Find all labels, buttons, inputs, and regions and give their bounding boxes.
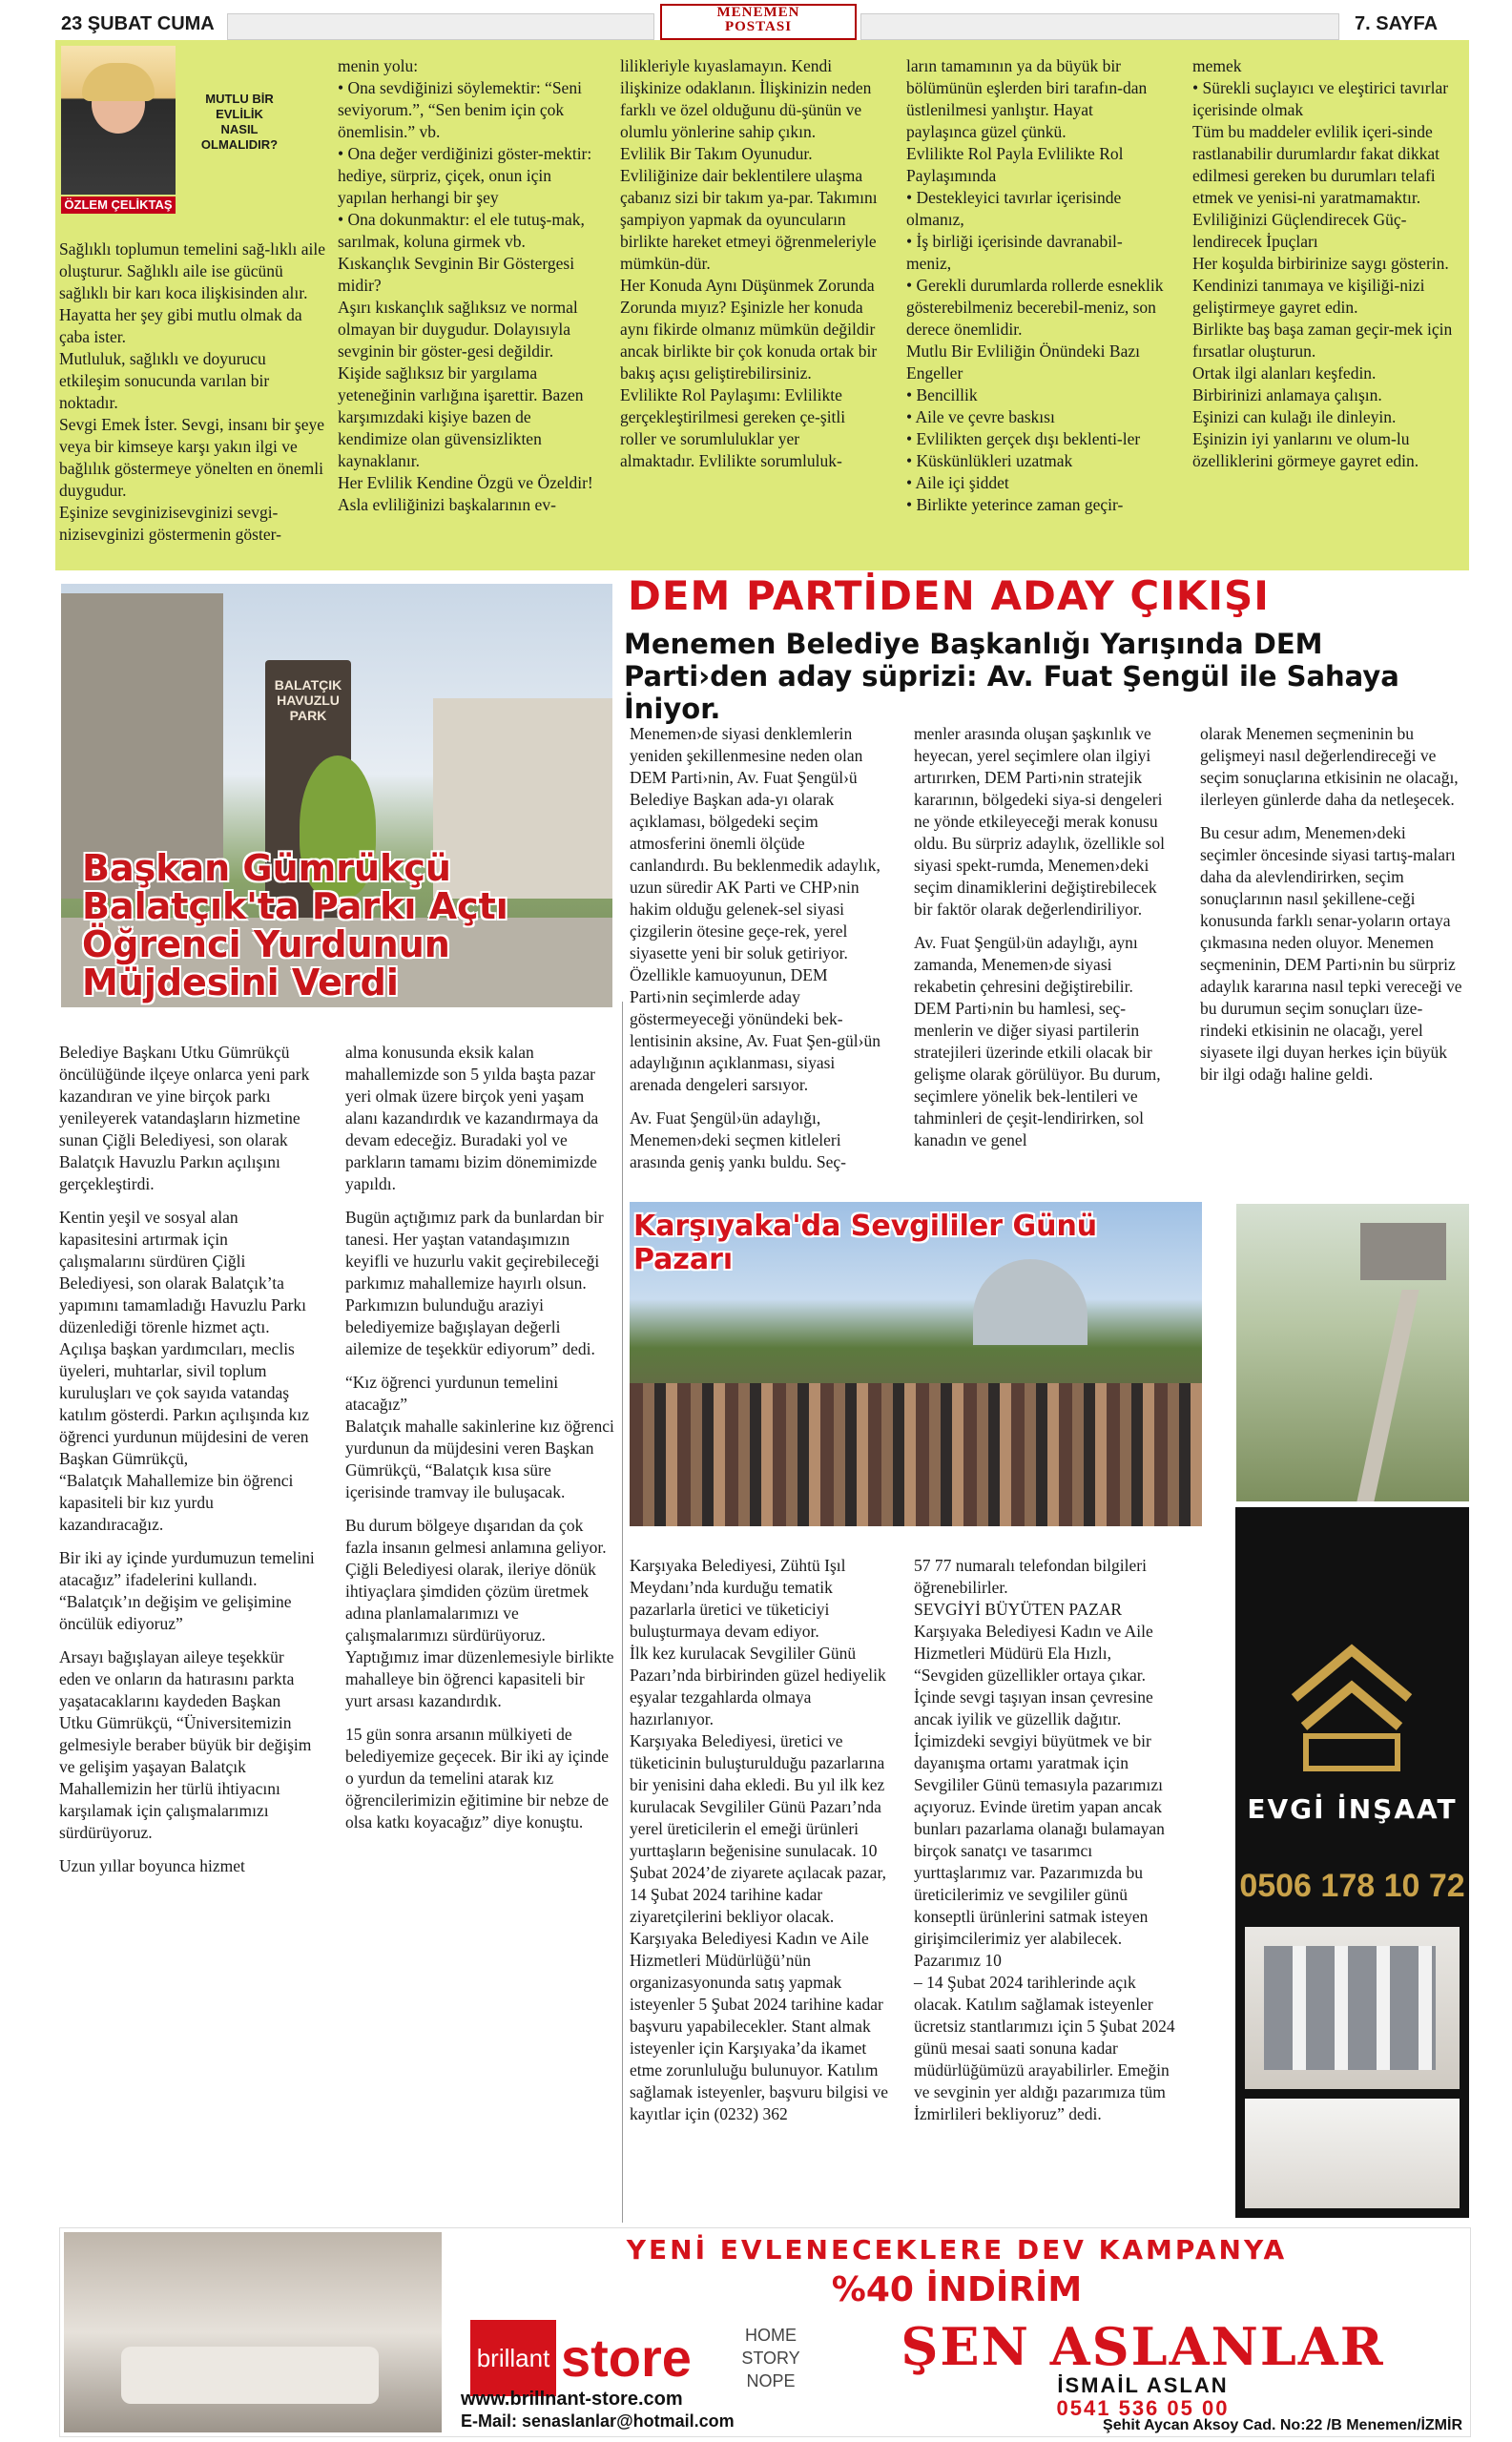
paragraph: Ortak ilgi alanları keşfedin. [1192,363,1377,383]
living-room-photo [64,2232,442,2432]
paragraph: Eşinizi can kulağı ile dinleyin. [1192,407,1397,426]
paragraph: menler arasında oluşan şaşkınlık ve heyecan, yerel seçimlere olan ilgiyi artırırken, DEM Parti›nin stratejik kararının, bölgedeki siya-si dengeleri ne yönde etkileyeceği merak konusu oldu. Bu sürpriz adaylık, özellikle sol siyasi spekt-rumda, Menemen›deki seçim dinamiklerini değiştirebilecek bir faktör olarak değerlendiriliyor. [914,724,1165,919]
paragraph: • Küskünlükleri uzatmak [906,451,1073,470]
paragraph: • Sürekli suçlayıcı ve eleştirici tavırlar içerisinde olmak [1192,78,1449,119]
park-sign-text: BALATÇIK HAVUZLU PARK [274,677,342,723]
karsiyaka-text-1 [630,1555,893,2125]
paragraph: 15 gün sonra arsanın mülkiyeti de belediyemize geçecek. Bir iki ay içinde o yurdun da temelini atarak kız öğrencilerimizin eğitimine bir nebze de olsa katkı koyacağız” diye konuştu. [345,1725,610,1832]
paragraph: Kıskançlık Sevginin Bir Göstergesi midir? [338,254,575,295]
paragraph: Mutluluk, sağlıklı ve doyurucu etkileşim sonucunda varılan bir noktadır. [59,349,270,412]
paragraph: • Ona sevdiğinizi söylemektir: “Seni seviyorum.”, “Sen benim için çok önemlisin.” vb. [338,78,582,141]
paragraph: Av. Fuat Şengül›ün adaylığı, Menemen›deki seçmen kitleleri arasında geniş yankı buldu. Seç- [630,1108,846,1171]
paragraph: İlk kez kurulacak Sevgililer Günü Pazarı’nda birbirinden güzel hediyelik eşyalar tezgahlarda olmaya hazırlanıyor. [630,1644,886,1728]
page-number: 7. SAYFA [1355,13,1439,34]
tagline-word: STORY [741,2349,800,2368]
paragraph: Sevgi Emek İster. Sevgi, insanı bir şeye veya bir kimseye karşı yakın ilgi ve bağlılık göstermeye yönelten en önemli duygudur. [59,415,325,500]
paragraph: Bir iki ay içinde yurdumuzun temelini atacağız” ifadelerini kullandı. [59,1548,315,1589]
discount: %40 İNDİRİM [831,2270,1083,2309]
facade [1264,1946,1436,2070]
sofa [121,2347,379,2404]
email-link[interactable]: E-Mail: senaslanlar@hotmail.com [461,2411,735,2431]
paragraph: Her koşulda birbirinize saygı gösterin. [1192,254,1449,273]
author-hair [82,63,155,101]
brillant-store-ad[interactable] [59,2227,1471,2437]
park-text-2 [345,1042,614,1833]
karsiyaka-headline: Karşıyaka'da Sevgililer Günü Pazarı [633,1210,1098,1276]
header-rule-left [227,13,654,40]
column-text-3 [620,55,878,472]
dem-headline: DEM PARTİDEN ADAY ÇIKIŞI [628,572,1270,619]
column-text-4 [906,55,1164,516]
header-rule-right [860,13,1339,40]
column-text-5 [1192,55,1455,472]
paragraph: Bu durum bölgeye dışarıdan da çok fazla insanın gelmesi anlamına geliyor. Çiğli Belediyesi olarak, ileriye dönük ihtiyaçlara şimdiden çözüm üretmek adına planlamalarımızı ve çalışmalarımızı sürdürüyoruz. Yaptığımız imar düzenlemesiyle birlikte mahalleye bin öğrenci kapasiteli bir yurt arsası kazandırdık. [345,1516,614,1710]
column-text-2 [338,55,595,516]
shop-address: Şehit Aycan Aksoy Cad. No:22 /B Menemen/İZMİR [1103,2417,1462,2433]
author-photo [61,46,176,195]
paragraph: • Bencillik [906,385,978,404]
paragraph: Kentin yeşil ve sosyal alan kapasitesini artırmak için çalışmalarını sürdüren Çiğli Belediyesi, son olarak Balatçık’ta yapımını tamamladığı Havuzlu Parkı düzenlediği törenle hizmet açtı. Açılışa başkan yardımcıları, meclis üyeleri, muhtarlar, sivil toplum kuruluşları ve çok sayıda vatandaş katılım gösterdi. Parkın açılışında kız öğrenci yurdunun müjdesini de veren Başkan Gümrükçü, [59,1208,309,1468]
paragraph: Sağlıklı toplumun temelini sağ-lıklı aile oluşturur. Sağlıklı aile ise gücünü sağlıklı bir karı koca ilişkisinden alır. Hayatta her şey gibi mutlu olmak da çaba ister. [59,239,325,346]
building-photo [1245,1927,1460,2089]
paragraph: • Evlilikten gerçek dışı beklenti-ler [906,429,1141,448]
paragraph: Karşıyaka Belediyesi, üretici ve tüketicinin buluşturulduğu pazarlarına bir yenisini daha ekledi. Bu yıl ilk kez kurulacak Sevgililer Günü Pazarı’nda yerel üreticilerin el emeği ürünleri yurttaşların beğenisine sunulacak. 10 Şubat 2024’de ziyarete açılacak pazar, 14 Şubat 2024 tarihine kadar ziyaretçilerini bekliyor olacak. [630,1731,886,1926]
paragraph: “Kız öğrenci yurdunun temelini atacağız” [345,1373,559,1414]
paragraph: Her Konuda Aynı Düşünmek Zorunda Zorunda mıyız? Eşinizle her konuda aynı fikirde olmanız mümkün değildir ancak birlikte bir çok konuda ortak bir bakış açısı geliştirebilirsiniz. [620,276,878,383]
paragraph: Asla evliliğinizi başkalarının ev- [338,495,556,514]
paragraph: ların tamamının ya da büyük bir bölümünün eşlerden biri tarafın-dan üstlenilmesi yanlıştır. Hayat paylaşınca güzel çünkü. [906,56,1148,141]
paragraph: SEVGİYİ BÜYÜTEN PAZAR [914,1600,1123,1619]
paragraph: lilikleriyle kıyaslamayın. Kendi ilişkinize odaklanın. İlişkinizin neden farklı ve özel olduğunu dü-şünün ve olumlu yönlerine sahip çıkın. [620,56,872,141]
column-title: MUTLU BİR EVLİLİK NASIL OLMALIDIR? [200,92,279,152]
paragraph: • Destekleyici tavırlar içerisinde olmanız, [906,188,1122,229]
paragraph: Evlilik Bir Takım Oyunudur. [620,144,813,163]
paragraph: Arsayı bağışlayan aileye teşekkür eden ve onların da hatırasını parkta yaşatacaklarını kaydeden Başkan Utku Gümrükçü, “Üniversitemizin gelmesiyle beraber büyük bir değişim ve gelişim yaşayan Balatçık Mahallemizin her türlü ihtiyacını karşılamak için çalışmalarımızı sürdürüyoruz. [59,1647,312,1842]
paragraph: menin yolu: [338,56,419,75]
paragraph: Eşinize sevginizisevginizi sevgi-nizisevginizi göstermenin göster- [59,503,281,544]
park-text-1 [59,1042,317,1877]
paragraph: Bugün açtığımız park da bunlardan bir tanesi. Her yaştan vatandaşımızın keyifli ve huzurlu vakit geçirebileceği parkımız mahallemize hayırlı olsun. Parkımızın bulunduğu araziyi belediyemize bağışlayan değerli ailemize de teşekkür ediyorum” dedi. [345,1208,604,1358]
masthead-line1: MENEMEN [716,5,800,20]
store-word: store [561,2328,692,2388]
paragraph: Her Evlilik Kendine Özgü ve Özeldir! [338,473,593,492]
crowd [630,1383,1202,1526]
evgi-brand: EVGİ İNŞAAT [1247,1793,1458,1825]
park-headline: Başkan Gümrükçü Balatçık'ta Parkı Açtı Öğrenci Yurdunun Müjdesini Verdi [82,847,508,1004]
paragraph: • Ona dokunmaktır: el ele tutuş-mak, sarılmak, koluna girmek vb. [338,210,585,251]
tagline-word: HOME [745,2326,797,2345]
shop-name: ŞEN ASLANLAR [901,2316,1385,2377]
paragraph: Aşırı kıskançlık sağlıksız ve normal olmayan bir duygudur. Dolayısıyla sevginin bir göster-gesi değildir. Kişide sağlıksız bir yargılama yeteneğinin varlığına işarettir. Bazen karşımızdaki kişiye bazen de kendimize olan güvensizlikten kaynaklanır. [338,298,584,470]
owner-name: İSMAİL ASLAN [1057,2373,1229,2397]
paragraph: • Aile ve çevre baskısı [906,407,1055,426]
dem-text-2 [914,723,1173,1151]
evgi-insaat-ad[interactable] [1235,1507,1469,2218]
campaign-line: YENİ EVLENECEKLERE DEV KAMPANYA [626,2234,1288,2266]
tagline-word: NOPE [746,2371,796,2390]
shop-phone[interactable]: 0541 536 05 00 [1056,2396,1230,2420]
paragraph: Karşıyaka Belediyesi Kadın ve Aile Hizmetleri Müdürlüğü’nün organizasyonunda satış yapmak isteyenler 5 Şubat 2024 tarihine kadar başvuru yapabilecekler. Stant almak isteyenler için Karşıyaka’da ikamet etme zorunluluğu bulunuyor. Katılım sağlamak isteyenler, başvuru bilgisi ve kayıtlar için (0232) 362 [630,1929,888,2123]
paragraph: Belediye Başkanı Utku Gümrükçü öncülüğünde ilçeye onlarca yeni park kazandıran ve yine birçok parkı yenileyerek vatandaşların hizmetine sunan Çiğli Belediyesi, son olarak Balatçık Havuzlu Parkın açılışını gerçekleştirdi. [59,1043,310,1193]
dem-subhead: Menemen Belediye Başkanlığı Yarışında DEM Parti›den aday süprizi: Av. Fuat Şengül ile Sahaya İniyor. [624,628,1399,725]
paragraph: Menemen›de siyasi denklemlerin yeniden şekillenmesine neden olan DEM Parti›nin, Av. Fuat Şengül›ü Belediye Başkan ada-yı olarak açıklaması, bölgedeki seçim atmosferini önemli ölçüde canlandırdı. Bu beklenmedik adaylık, uzun süredir AK Parti ve CHP›nin hakim olduğu gelenek-sel siyasi çizgilerin ötesine geçe-rek, yerel siyasette yeni bir soluk getiriyor. Özellikle kamuoyunun, DEM Parti›nin seçimlerde aday göstermeyeceği yönündeki bek-lentisinin aksine, Av. Fuat Şen-gül›ün adaylığının açıklanması, siyasi arenada dengeleri sarsıyor. [630,724,880,1094]
website-link[interactable]: www.brillnant-store.com [461,2389,683,2410]
paragraph: “Balatçık Mahallemize bin öğrenci kapasiteli bir kız yurdu kazandıracağız. [59,1471,294,1534]
paragraph: memek [1192,56,1242,75]
paragraph: Bu cesur adım, Menemen›deki seçimler öncesinde siyasi tartış-maları daha da alevlendirirken, seçim sonuçlarının nasıl şekillene-ceği konusunda farklı senar-yoların ortaya çıkmasına neden oluyor. Menemen seçmeninin, DEM Parti›nin bu sürpriz adaylık kararına nasıl tepki vereceği ve bu durumun seçim sonuçları üze-rindeki etkisinin ne olacağı, yerel siyasete ilgi duyan herkes için büyük bir ilgi odağı haline geldi. [1200,823,1462,1084]
paragraph: • Gerekli durumlarda rollerde esneklik gösterebilmeniz becerebil-meniz, son derece önemlidir. [906,276,1164,339]
paragraph: • İş birliği içerisinde davranabil-meniz, [906,232,1123,273]
masthead-line2: POSTASI [724,19,793,34]
paragraph: olarak Menemen seçmeninin bu gelişmeyi nasıl değerlendireceği ve seçim sonuçlarına etkisinin ne olacağı, ilerleyen günlerde daha da netleşecek. [1200,724,1459,809]
aerial-photo [1236,1204,1469,1501]
paragraph: Mutlu Bir Evliliğin Önündeki Bazı Engeller [906,341,1140,383]
tagline [728,2324,814,2392]
paragraph: Evliliğinize dair beklentilere ulaşma çabanız sizi bir takım ya-par. Takımını şampiyon yapmak da oyuncuların birlikte hareket etmeyi öğrenmeleriyle mümkün-dür. [620,166,878,273]
column-divider [622,1002,623,2223]
paragraph: Karşıyaka Belediyesi Kadın ve Aile Hizmetleri Müdürü Ela Hızlı, “Sevgiden güzellikler ortaya çıkar. İçinde sevgi taşıyan insan çevresine ancak iyilik ve güzellik dağıtır. İçimizdeki sevgiyi büyütmek ve bir dayanışma ortamı yaratmak için Sevgililer Günü temasıyla pazarımızı açıyoruz. Evinde üretim yapan ancak bunları pazarlama olanağı bulamayan birçok sanatçı ve tasarımcı yurttaşlarımız var. Pazarımızda bu üreticilerimiz ve sevgililer günü konseptli ürünlerini satmak isteyen girişimcilerimiz yer alabilecek. Pazarımız 10 [914,1622,1165,1970]
dem-text-3 [1200,723,1463,1086]
paragraph: – 14 Şubat 2024 tarihlerinde açık olacak. Katılım sağlamak isteyenler ücretsiz stantlarımızı için 5 Şubat 2024 günü mesai saati sonuna kadar müdürlüğümüzü arayabilirler. Emeğin ve sevginin yer aldığı pazarımıza tüm İzmirlileri bekliyoruz” dedi. [914,1973,1175,2123]
aerial-road [1357,1290,1419,1501]
paragraph: Karşıyaka Belediyesi, Zühtü Işıl Meydanı’nda kurduğu tematik pazarlarla üretici ve tüketiciyi buluşturmaya devam ediyor. [630,1556,846,1641]
author-name: ÖZLEM ÇELİKTAŞ [61,197,176,214]
paragraph: Birbirinizi anlamaya çalışın. [1192,385,1382,404]
brillant-logo: brillant [470,2320,556,2396]
interior-photo [1245,2099,1460,2208]
paragraph: 57 77 numaralı telefondan bilgileri öğrenebilirler. [914,1556,1147,1597]
paragraph: alma konusunda eksik kalan mahallemizde son 5 yılda başta pazar yeri olmak üzere birçok yeni yaşam alanı kazandırdık ve kazandırmaya da devam edeceğiz. Buradaki yol ve parkların tamamı bizim dönemimizde yapıldı. [345,1043,599,1193]
paragraph: Kendinizi tanımaya ve kişiliği-nizi geliştirmeye gayret edin. [1192,276,1425,317]
paragraph: Evlilikte Rol Paylaşımı: Evlilikte gerçekleştirilmesi gereken çe-şitli roller ve sorumluluklar yer almaktadır. Evlilikte sorumluluk- [620,385,846,470]
paragraph: Tüm bu maddeler evlilik içeri-sinde rastlanabilir durumlardır fakat dikkat edilmesi gereken bu durumları telafi etmek ve yenisi-ni yaratmamaktır. [1192,122,1440,207]
masthead-logo [660,4,857,40]
column-text-1 [59,238,326,546]
aerial-building [1360,1223,1446,1280]
paragraph: Av. Fuat Şengül›ün adaylığı, aynı zamanda, Menemen›de siyasi rekabetin çehresini değiştirebilir. DEM Parti›nin bu hamlesi, seç-menlerin ve diğer siyasi partilerin stratejileri üzerinde etkili olacak bir gelişme olarak görülüyor. Bu durum, seçimlere yönelik bek-lentileri ve tahminleri de çeşit-lendirirken, sol kanadın ve genel [914,933,1161,1149]
evgi-phone: 0506 178 10 72 [1239,1868,1465,1904]
chevron-logo-icon [1285,1631,1419,1774]
paragraph: Evliliğinizi Güçlendirecek Güç-lendirecek İpuçları [1192,210,1407,251]
dem-text-1 [630,723,887,1173]
paragraph: Uzun yıllar boyunca hizmet [59,1856,245,1875]
paragraph: • Birlikte yeterince zaman geçir- [906,495,1124,514]
paragraph: Eşinizin iyi yanlarını ve olum-lu özelliklerini görmeye gayret edin. [1192,429,1419,470]
paragraph: Birlikte baş başa zaman geçir-mek için fırsatlar oluşturun. [1192,320,1453,361]
karsiyaka-text-2 [914,1555,1177,2125]
paragraph: “Balatçık’ın değişim ve gelişimine öncülük ediyoruz” [59,1592,292,1633]
paragraph: • Ona değer verdiğinizi göster-mektir: hediye, sürpriz, çiçek, onun için yapılan herhangi bir şey [338,144,592,207]
paragraph: Balatçık mahalle sakinlerine kız öğrenci yurdunun da müjdesini veren Başkan Gümrükçü, “Balatçık kısa süre içerisinde tramvay ile buluşacak. [345,1417,614,1501]
paragraph: • Aile içi şiddet [906,473,1009,492]
paragraph: Evlilikte Rol Payla Evlilikte Rol Paylaşımında [906,144,1124,185]
issue-date: 23 ŞUBAT CUMA [61,13,215,34]
